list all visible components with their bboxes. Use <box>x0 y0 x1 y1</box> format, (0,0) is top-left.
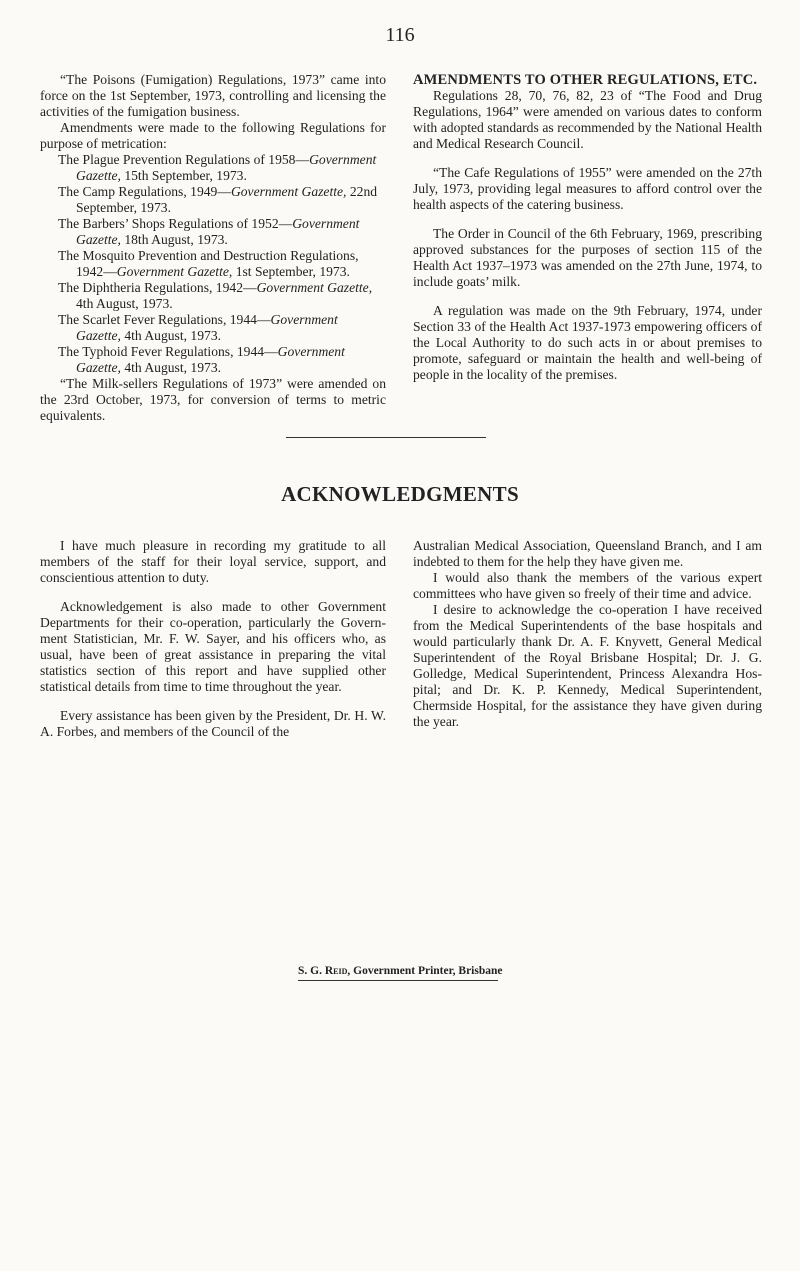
ack-left-column <box>40 538 386 740</box>
regulation-item: The Typhoid Fever Regulations, 1944—Government Gazette, 4th August, 1973. <box>58 344 345 375</box>
section-divider <box>286 437 486 438</box>
ack-paragraph: Acknowledgement is also made to other Government Departments for their co-operation, particularly the Government Statistician, Mr. F. W. Sayer, and his officers who, as usual, have been of great assistance in preparing the vital statistics section of this report and have supplied other statistical details from time to time throughout the year. <box>40 599 386 694</box>
regulation-item: The Scarlet Fever Regulations, 1944—Government Gazette, 4th August, 1973. <box>58 312 338 343</box>
order-in-council-paragraph: The Order in Council of the 6th February, 1969, prescribing approved substances for the purposes of section 115 of the Health Act 1937–1973 was amended on the 27th June, 1974, to include goats’ milk. <box>413 226 762 289</box>
ack-right-column <box>413 538 762 730</box>
regulation-item: The Mosquito Prevention and Destruction Regulations, 1942—Government Gazette, 1st September, 1973. <box>58 248 359 279</box>
ack-paragraph: Every assistance has been given by the President, Dr. H. W. A. Forbes, and members of the Council of the <box>40 708 386 739</box>
left-top-column <box>40 72 386 424</box>
food-drug-paragraph: Regulations 28, 70, 76, 82, 23 of “The Food and Drug Regulations, 1964” were amended on various dates to conform with adopted standards as recommended by the National Health and Medical Research Council. <box>413 88 762 151</box>
ack-paragraph: I would also thank the members of the various expert committees who have given so freely of their time and advice. <box>413 570 762 601</box>
ack-paragraph: Australian Medical Association, Queensland Branch, and I am indebted to them for the help they have given me. <box>413 538 762 569</box>
metrication-intro: Amendments were made to the following Regulations for purpose of metrication: <box>40 120 386 151</box>
acknowledgments-heading: ACKNOWLEDGMENTS <box>281 482 519 506</box>
printer-title: Government Printer, Brisbane <box>350 965 503 977</box>
right-top-column <box>413 72 762 383</box>
ack-paragraph: I desire to acknowledge the co-operation I have received from the Medical Superintendents of the base hospitals and would particularly thank Dr. A. F. Knyvett, General Medical Superintendent of the Royal Brisbane Hospital; Dr. J. G. Golledge, Medical Superintendent, Princess Alexandra Hospital; and Dr. K. P. Kennedy, Medical Superintendent, Chermside Hospital, for the assistance they have given during the year. <box>413 602 762 729</box>
regulation-item: The Barbers’ Shops Regulations of 1952—Government Gazette, 18th August, 1973. <box>58 216 360 247</box>
printer-name: S. G. Reid, <box>298 965 351 977</box>
ack-paragraph: I have much pleasure in recording my gratitude to all members of the staff for their loyal service, support, and conscientious attention to duty. <box>40 538 386 585</box>
regulation-item: The Diphtheria Regulations, 1942—Government Gazette, 4th August, 1973. <box>58 280 373 311</box>
regulation-list <box>40 152 386 376</box>
regulation-item: The Camp Regulations, 1949—Government Gazette, 22nd September, 1973. <box>58 184 378 215</box>
page-number: 116 <box>385 24 415 46</box>
printer-imprint <box>298 965 503 981</box>
fumigation-paragraph: “The Poisons (Fumigation) Regulations, 1973” came into force on the 1st September, 1973, controlling and licensing the activities of the fumigation business. <box>40 72 386 119</box>
amendments-heading: AMENDMENTS TO OTHER REGULATIONS, ETC. <box>413 72 758 88</box>
cafe-paragraph: “The Cafe Regulations of 1955” were amended on the 27th July, 1973, providing legal measures to afford control over the health aspects of the catering business. <box>413 165 762 212</box>
milk-sellers-paragraph: “The Milk-sellers Regulations of 1973” were amended on the 23rd October, 1973, for conversion of terms to metric equivalents. <box>40 376 386 423</box>
regulation-item: The Plague Prevention Regulations of 1958—Government Gazette, 15th September, 1973. <box>58 152 377 183</box>
section-33-paragraph: A regulation was made on the 9th February, 1974, under Section 33 of the Health Act 1937-1973 empowering officers of the Local Authority to do such acts in or about premises to promote, safeguard or maintain the health and well-being of people in the locality of the premises. <box>413 303 762 382</box>
